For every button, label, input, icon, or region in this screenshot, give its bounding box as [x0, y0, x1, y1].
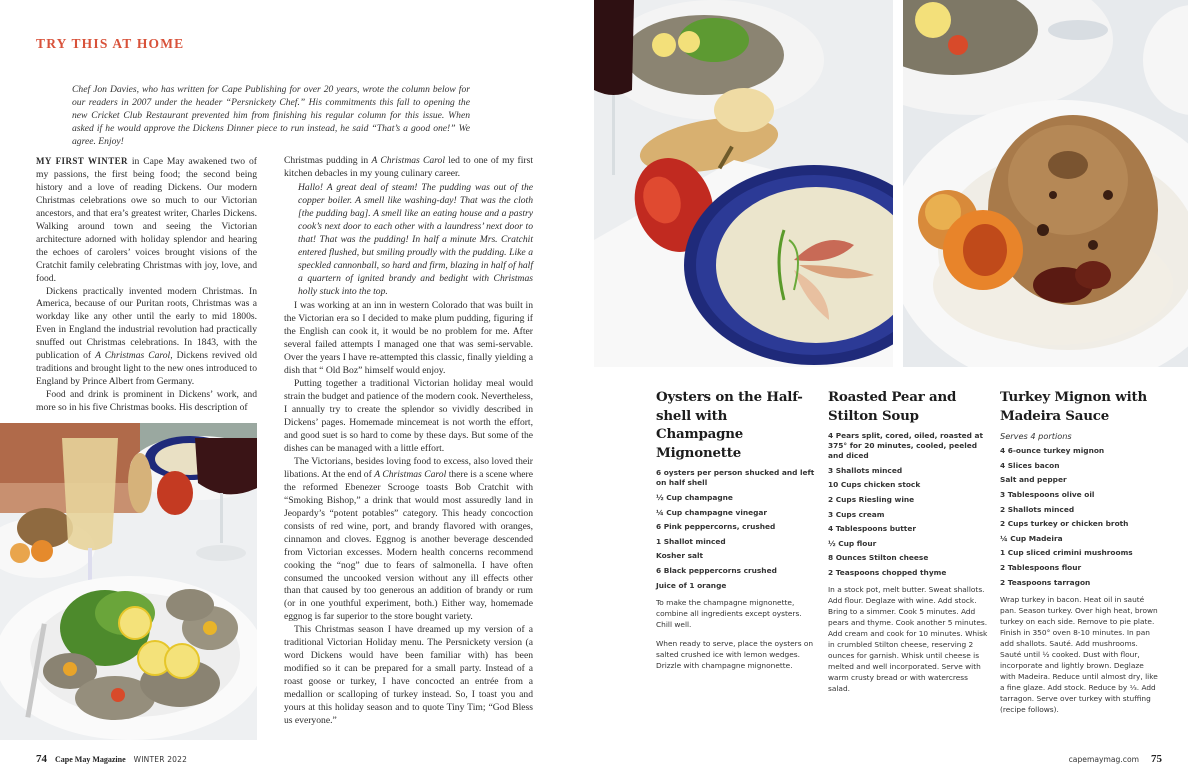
- ingredient: 2 Tablespoons flour: [1000, 562, 1082, 572]
- article-paragraph: Dickens practically invented modern Christmas. In America, because of our Puritan roots, Christmas was a workday like any other until the early to mid 1800s. Even in England the industrial revolution had practically snuffed out Christmas celebrations. In 1843, with the publication of A Christmas Carol, Dickens revived old traditions and brought light to the new ones introduced to England by Prince Albert from Germany.: [36, 285, 258, 388]
- ingredient: Salt and pepper: [1000, 475, 1067, 485]
- ingredient: 2 Shallots minced: [1000, 504, 1075, 514]
- ingredient: 3 Cups cream: [828, 509, 885, 519]
- ingredient: 4 Pears split, cored, oiled, roasted at 375° for 20 minutes, cooled, peeled and diced: [828, 431, 984, 461]
- website-url: capemaymag.com: [1068, 755, 1139, 764]
- issue-label: WINTER 2022: [133, 755, 188, 764]
- magazine-name: Cape May Magazine: [55, 755, 126, 764]
- block-quote: Hallo! A great deal of steam! The pudding was out of the copper boiler. A smell like washing-day! That was the cloth [the pudding bag]. A smell like an eating house and a pastry cook’s next door to each other with a laundress’ next door to that! That was the pudding! In half a minute Mrs. Cratchit entered flushed, but smiling proudly with the pudding. Like a speckled cannonball, so hard and firm, blazing in half of half a quartern of ignited brandy and bedight with Christmas holly stuck into the top.: [298, 181, 533, 297]
- section-kicker: TRY THIS AT HOME: [36, 36, 185, 51]
- ingredient: 6 Black peppercorns crushed: [656, 565, 777, 575]
- ingredient: Juice of 1 orange: [656, 580, 727, 590]
- left-folio: [36, 753, 187, 765]
- ingredient: 6 oysters per person shucked and left on half shell: [656, 468, 815, 488]
- book-title: A Christmas Carol: [371, 155, 446, 166]
- page-number: 74: [36, 753, 47, 765]
- pear-soup-photo: [594, 0, 893, 367]
- ingredient: ½ Cup champagne: [656, 492, 733, 502]
- ingredient: 3 Tablespoons olive oil: [1000, 489, 1095, 499]
- ingredient: 8 Ounces Stilton cheese: [828, 553, 929, 563]
- oysters-photo-illustration: [0, 423, 257, 740]
- recipe-title: Oysters on the Half-shell with Champagne Mignonette: [656, 389, 803, 461]
- ingredient: 2 Cups Riesling wine: [828, 494, 915, 504]
- recipe-method: In a stock pot, melt butter. Sweat shallots. Add flour. Deglaze with wine. Add stock. Bring to a simmer. Cook 5 minutes. Add pears and thyme. Cook another 5 minutes. Add cream and cook for 10 minutes. Whisk in crumbled Stilton cheese, reserving 2 ounces for garnish. Whisk until cheese is melted and well incorporated. Serve with warm crusty bread or with watercress salad.: [828, 584, 988, 693]
- recipe-oysters: [656, 388, 816, 671]
- article-paragraph: Putting together a traditional Victorian holiday meal would strain the budget and patience of the modern cook. Nevertheless, I annually try to create the splendor so vividly described in Dickens’ pages. Homemade mincemeat is not worth the effort, and good suet is so hard to come by these days. But some of the dishes can be managed with a little effort.: [284, 378, 533, 454]
- ingredient: Kosher salt: [656, 551, 704, 561]
- ingredient: 4 Slices bacon: [1000, 460, 1060, 470]
- article-paragraph: I was working at an inn in western Colorado that was built in the Victorian era so I decided to make plum pudding, figuring if the English can cook it, it would be no problem for me. After several failed attempts I managed one that was semi-servable. Over the years I have re-attempted this classic, finally yielding a dish that “ Old Boz” himself would enjoy.: [284, 300, 533, 377]
- right-folio: [1069, 753, 1162, 765]
- ingredient-list: [656, 468, 816, 590]
- ingredient: 6 Pink peppercorns, crushed: [656, 522, 776, 532]
- recipe-pear-soup: [828, 388, 988, 694]
- recipe-title: Turkey Mignon with Madeira Sauce: [1000, 389, 1148, 424]
- ingredient-list: [828, 431, 988, 578]
- recipe-title: Roasted Pear and Stilton Soup: [828, 389, 957, 424]
- right-page: [594, 0, 1188, 783]
- recipe-method: When ready to serve, place the oysters on salted crushed ice with lemon wedges. Drizzle with champagne mignonette.: [656, 638, 814, 670]
- recipe-method: To make the champagne mignonette, combine all ingredients except oysters. Chill well.: [656, 597, 802, 629]
- article-column-1: [36, 155, 257, 415]
- ingredient: 2 Teaspoons chopped thyme: [828, 567, 947, 577]
- soup-photo-illustration: [594, 0, 893, 367]
- ingredient: 1 Cup sliced crimini mushrooms: [1000, 548, 1133, 558]
- intro-paragraph: Chef Jon Davies, who has written for Cape Publishing for over 20 years, wrote the column below for our readers in 2007 under the header “Persnickety Chef.” His commitments this fall to opening the new Cricket Club Restaurant prevented him from finishing his regular column for this issue. When asked if he would approve the Dickens Dinner piece to run instead, he said “That’s a good one!” We agree. Enjoy!: [72, 84, 470, 147]
- ingredient: 3 Shallots minced: [828, 465, 903, 475]
- ingredient: 4 6-ounce turkey mignon: [1000, 446, 1105, 456]
- book-title: A Christmas Carol: [95, 350, 171, 362]
- recipe-method: Wrap turkey in bacon. Heat oil in sauté pan. Season turkey. Over high heat, brown turkey on each side. Remove to pie plate. Finish in 350° oven 8-10 minutes. In pan add shallots. Sauté. Add mushrooms. Sauté until ½ cooked. Dust with flour, incorporate and lightly brown. Deglaze with Madeira. Reduce until almost dry, like a fine glaze. Add stock. Reduce by ⅓. Add tarragon. Serve over turkey with stuffing (recipe follows).: [1000, 594, 1158, 714]
- article-paragraph: This Christmas season I have dreamed up my version of a traditional Victorian Holiday menu. The Persnickety version (a word Dickens would have been familiar with) has been modified so it can be prepared for a small party. Instead of a roast goose or turkey, I have concocted an entrée from a medallion or scalloping of turkey instead. So, I toast you and yours at this holiday season and to quote Tiny Tim; “God Bless us everyone.”: [284, 624, 533, 726]
- ingredient: 4 Tablespoons butter: [828, 524, 916, 534]
- oysters-table-photo: [0, 423, 257, 740]
- pudding-photo-illustration: [903, 0, 1188, 367]
- article-paragraph: MY FIRST WINTER in Cape May awakened two of my passions, the first being food; the second being history and a love of reading Dickens. Our modern Christmas celebrations owe so much to our Victorian ancestors, and that era’s greatest writer, Charles Dickens. Walking around town and seeing the Victorian architecture adorned with holiday splendor and hearing the echoes of carolers’ voices brought visions of the Cratchit family celebrating Christmas with joy, love, and food.: [36, 156, 257, 284]
- page-number: 75: [1151, 753, 1162, 765]
- plum-pudding-photo: [903, 0, 1188, 367]
- article-paragraph: The Victorians, besides loving food to excess, also loved their libations. At the end of A Christmas Carol there is a scene where the reformed Ebenezer Scrooge toasts Bob Cratchit with “Smoking Bishop,” a drink that would most assuredly land in Jeopardy’s “potent potables” category. This heady concoction consists of red wine, port, and brandy flavored with oranges, cinnamon and cloves. Eggnog is another beverage descended from Victorian excesses. Modern health concerns recommend cooking the “nog” due to fears of salmonella. I have often consumed the uncooked version without any ill effects other than that caused by too generous an addition of brandy or rum (or in one youthful experiment, both.) Either way, homemade eggnog is far superior to the store bought variety.: [284, 455, 533, 623]
- article-column-2: [284, 155, 533, 728]
- lead-in: MY FIRST WINTER: [36, 156, 128, 166]
- ingredient: ¼ Cup Madeira: [1000, 533, 1063, 543]
- ingredient: 1 Shallot minced: [656, 536, 726, 546]
- ingredient-list: [1000, 446, 1160, 587]
- ingredient: ¼ Cup champagne vinegar: [656, 507, 768, 517]
- serving-size: Serves 4 portions: [1000, 431, 1072, 442]
- ingredient: 2 Cups turkey or chicken broth: [1000, 519, 1129, 529]
- ingredient: 2 Teaspoons tarragon: [1000, 577, 1091, 587]
- article-paragraph: Food and drink is prominent in Dickens’ work, and more so in his five Christmas books. His description of: [36, 389, 257, 414]
- article-paragraph: Christmas pudding in A Christmas Carol led to one of my first kitchen debacles in my young culinary career.: [284, 155, 533, 179]
- recipe-turkey-mignon: [1000, 388, 1160, 715]
- book-title: A Christmas Carol: [374, 468, 447, 480]
- ingredient: ½ Cup flour: [828, 538, 877, 548]
- ingredient: 10 Cups chicken stock: [828, 480, 921, 490]
